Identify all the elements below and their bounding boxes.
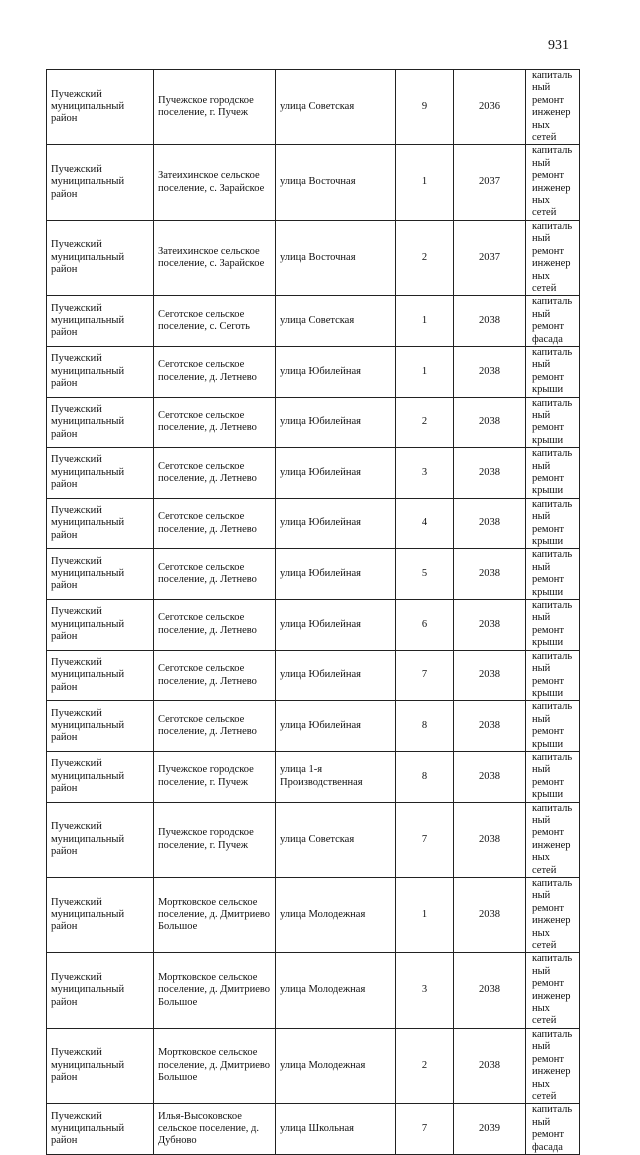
year-cell: 2038 [454,751,526,802]
street-cell: улица Юбилейная [276,549,396,600]
district-cell: Пучежский муниципальный район [47,346,154,397]
table-row [47,802,580,877]
street-cell: улица Восточная [276,220,396,295]
street-cell: улица Молодежная [276,953,396,1028]
district-cell: Пучежский муниципальный район [47,1028,154,1103]
settlement-cell: Пучежское городское поселение, г. Пучеж [154,70,276,145]
settlement-cell: Сеготское сельское поселение, д. Летнево [154,549,276,600]
year-cell: 2037 [454,220,526,295]
house-number-cell: 1 [396,346,454,397]
house-number-cell: 8 [396,701,454,752]
street-cell: улица Молодежная [276,878,396,953]
settlement-cell: Сеготское сельское поселение, с. Сеготь [154,296,276,347]
street-cell: улица Советская [276,70,396,145]
work-type-cell: капитальный ремонт инженерных сетей [526,1028,580,1103]
year-cell: 2038 [454,549,526,600]
district-cell: Пучежский муниципальный район [47,549,154,600]
house-number-cell: 2 [396,220,454,295]
house-number-cell: 6 [396,600,454,651]
year-cell: 2038 [454,1028,526,1103]
house-number-cell: 5 [396,549,454,600]
table-row [47,751,580,802]
table-row [47,878,580,953]
settlement-cell: Сеготское сельское поселение, д. Летнево [154,448,276,499]
house-number-cell: 8 [396,751,454,802]
district-cell: Пучежский муниципальный район [47,600,154,651]
work-type-cell: капитальный ремонт фасада [526,296,580,347]
settlement-cell: Мортковское сельское поселение, д. Дмитриево Большое [154,953,276,1028]
table-body [47,70,580,1155]
year-cell: 2038 [454,600,526,651]
year-cell: 2038 [454,953,526,1028]
work-type-cell: капитальный ремонт инженерных сетей [526,878,580,953]
settlement-cell: Сеготское сельское поселение, д. Летнево [154,498,276,549]
settlement-cell: Сеготское сельское поселение, д. Летнево [154,650,276,701]
table-row [47,220,580,295]
work-type-cell: капитальный ремонт крыши [526,650,580,701]
year-cell: 2038 [454,448,526,499]
house-number-cell: 1 [396,296,454,347]
house-number-cell: 4 [396,498,454,549]
year-cell: 2037 [454,145,526,220]
table-row [47,498,580,549]
settlement-cell: Сеготское сельское поселение, д. Летнево [154,397,276,448]
district-cell: Пучежский муниципальный район [47,296,154,347]
street-cell: улица Юбилейная [276,448,396,499]
repair-schedule-table [46,69,580,1155]
table-row [47,397,580,448]
settlement-cell: Мортковское сельское поселение, д. Дмитриево Большое [154,1028,276,1103]
house-number-cell: 9 [396,70,454,145]
district-cell: Пучежский муниципальный район [47,70,154,145]
table-row [47,296,580,347]
settlement-cell: Сеготское сельское поселение, д. Летнево [154,701,276,752]
table-row [47,1104,580,1155]
table-row [47,953,580,1028]
street-cell: улица Советская [276,802,396,877]
work-type-cell: капитальный ремонт крыши [526,346,580,397]
district-cell: Пучежский муниципальный район [47,397,154,448]
house-number-cell: 2 [396,1028,454,1103]
district-cell: Пучежский муниципальный район [47,802,154,877]
work-type-cell: капитальный ремонт инженерных сетей [526,802,580,877]
work-type-cell: капитальный ремонт инженерных сетей [526,220,580,295]
work-type-cell: капитальный ремонт крыши [526,751,580,802]
year-cell: 2038 [454,296,526,347]
settlement-cell: Пучежское городское поселение, г. Пучеж [154,802,276,877]
street-cell: улица Юбилейная [276,650,396,701]
settlement-cell: Сеготское сельское поселение, д. Летнево [154,600,276,651]
settlement-cell: Сеготское сельское поселение, д. Летнево [154,346,276,397]
table-row [47,70,580,145]
district-cell: Пучежский муниципальный район [47,498,154,549]
table-row [47,145,580,220]
house-number-cell: 2 [396,397,454,448]
district-cell: Пучежский муниципальный район [47,220,154,295]
year-cell: 2039 [454,1104,526,1155]
work-type-cell: капитальный ремонт крыши [526,448,580,499]
house-number-cell: 1 [396,878,454,953]
work-type-cell: капитальный ремонт фасада [526,1104,580,1155]
street-cell: улица Советская [276,296,396,347]
year-cell: 2038 [454,802,526,877]
year-cell: 2038 [454,701,526,752]
page-number: 931 [548,38,569,53]
district-cell: Пучежский муниципальный район [47,1104,154,1155]
house-number-cell: 3 [396,953,454,1028]
house-number-cell: 7 [396,802,454,877]
settlement-cell: Илья-Высоковское сельское поселение, д. Дубново [154,1104,276,1155]
table-row [47,600,580,651]
street-cell: улица Молодежная [276,1028,396,1103]
table-row [47,650,580,701]
house-number-cell: 7 [396,650,454,701]
work-type-cell: капитальный ремонт крыши [526,498,580,549]
district-cell: Пучежский муниципальный район [47,650,154,701]
street-cell: улица Школьная [276,1104,396,1155]
table-row [47,448,580,499]
year-cell: 2038 [454,498,526,549]
settlement-cell: Пучежское городское поселение, г. Пучеж [154,751,276,802]
work-type-cell: капитальный ремонт крыши [526,600,580,651]
work-type-cell: капитальный ремонт инженерных сетей [526,70,580,145]
street-cell: улица Юбилейная [276,346,396,397]
work-type-cell: капитальный ремонт крыши [526,397,580,448]
work-type-cell: капитальный ремонт инженерных сетей [526,953,580,1028]
settlement-cell: Затеихинское сельское поселение, с. Зарайское [154,220,276,295]
district-cell: Пучежский муниципальный район [47,448,154,499]
settlement-cell: Затеихинское сельское поселение, с. Зарайское [154,145,276,220]
district-cell: Пучежский муниципальный район [47,145,154,220]
work-type-cell: капитальный ремонт крыши [526,549,580,600]
year-cell: 2038 [454,650,526,701]
settlement-cell: Мортковское сельское поселение, д. Дмитриево Большое [154,878,276,953]
street-cell: улица Юбилейная [276,600,396,651]
house-number-cell: 1 [396,145,454,220]
year-cell: 2036 [454,70,526,145]
table-row [47,549,580,600]
street-cell: улица Юбилейная [276,498,396,549]
year-cell: 2038 [454,346,526,397]
work-type-cell: капитальный ремонт крыши [526,701,580,752]
year-cell: 2038 [454,397,526,448]
house-number-cell: 3 [396,448,454,499]
district-cell: Пучежский муниципальный район [47,751,154,802]
street-cell: улица 1-я Производственная [276,751,396,802]
street-cell: улица Юбилейная [276,701,396,752]
street-cell: улица Юбилейная [276,397,396,448]
street-cell: улица Восточная [276,145,396,220]
table-row [47,1028,580,1103]
district-cell: Пучежский муниципальный район [47,878,154,953]
district-cell: Пучежский муниципальный район [47,953,154,1028]
year-cell: 2038 [454,878,526,953]
work-type-cell: капитальный ремонт инженерных сетей [526,145,580,220]
table-row [47,701,580,752]
table-row [47,346,580,397]
district-cell: Пучежский муниципальный район [47,701,154,752]
house-number-cell: 7 [396,1104,454,1155]
